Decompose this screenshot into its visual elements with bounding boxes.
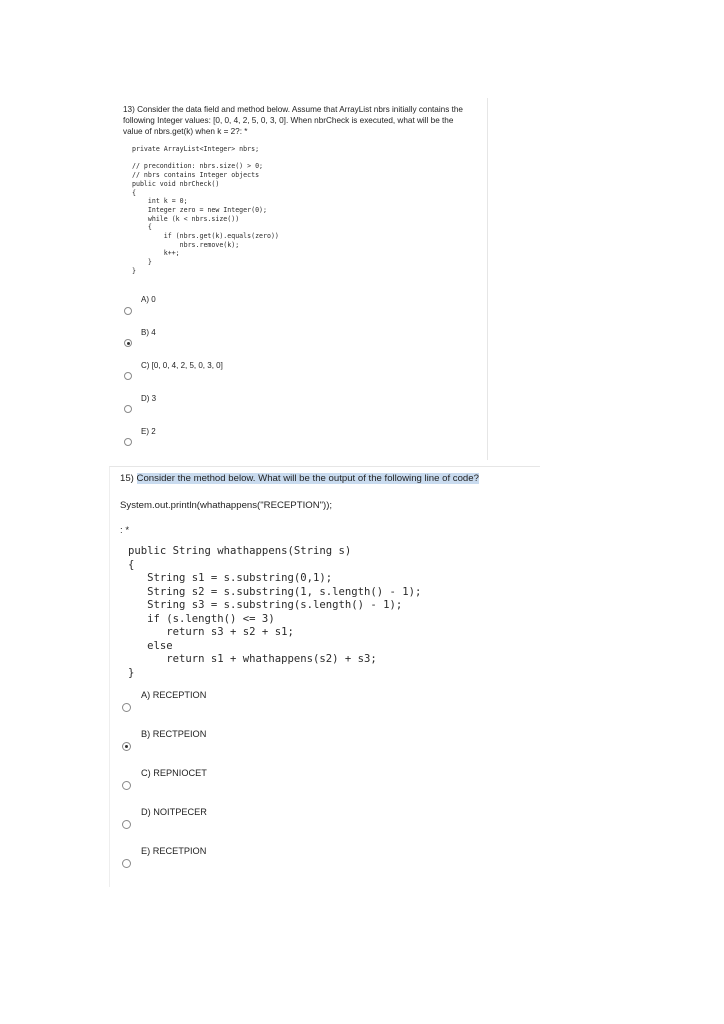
question-15-number: 15)	[120, 473, 137, 484]
question-15-code-line: System.out.println(whathappens("RECEPTION"));	[120, 500, 333, 511]
q15-option-c-label: C) REPNIOCET	[141, 768, 207, 778]
q13-option-c-label: C) [0, 0, 4, 2, 5, 0, 3, 0]	[141, 361, 223, 370]
question-13-prompt-line-1: 13) Consider the data field and method below. Assume that ArrayList nbrs initially contains the	[123, 105, 463, 114]
q13-option-b-radio[interactable]	[124, 339, 132, 347]
question-15-code: public String whathappens(String s) { String s1 = s.substring(0,1); String s2 = s.substring(1, s.length() - 1); String s3 = s.substring(s.length() - 1); if (s.length() <= 3) return s3 + s2 + s1; else return s1 + whathappens(s2) + s3; }	[128, 545, 422, 679]
question-13-prompt-line-3: value of nbrs.get(k) when k = 2?: *	[123, 127, 248, 136]
question-15-prompt	[120, 473, 479, 484]
question-13-card	[110, 98, 488, 460]
q13-option-a-label: A) 0	[141, 295, 156, 304]
q13-option-d-label: D) 3	[141, 394, 157, 403]
q15-option-b-label: B) RECTPEION	[141, 729, 207, 739]
q15-option-a-radio[interactable]	[122, 703, 131, 712]
q15-option-d-label: D) NOITPECER	[141, 807, 207, 817]
q15-option-e-radio[interactable]	[122, 859, 131, 868]
q15-option-c-radio[interactable]	[122, 781, 131, 790]
question-13-prompt	[123, 104, 483, 137]
q15-option-e-label: E) RECETPION	[141, 846, 207, 856]
question-15-required-mark: : *	[120, 525, 130, 536]
q13-option-e-label: E) 2	[141, 427, 156, 436]
q13-option-c-radio[interactable]	[124, 372, 132, 380]
question-13-prompt-line-2: following Integer values: [0, 0, 4, 2, 5, 0, 3, 0]. When nbrCheck is executed, what will be the	[123, 116, 454, 125]
q13-option-a-radio[interactable]	[124, 307, 132, 315]
q15-option-b-radio[interactable]	[122, 742, 131, 751]
q15-option-d-radio[interactable]	[122, 820, 131, 829]
question-13-code: private ArrayList<Integer> nbrs; // precondition: nbrs.size() > 0; // nbrs contains Integer objects public void nbrCheck() { int k = 0; Integer zero = new Integer(0); while (k < nbrs.size()) { if (nbrs.get(k).equals(zero)) nbrs.remove(k); k++; } }	[132, 145, 279, 275]
q13-option-e-radio[interactable]	[124, 438, 132, 446]
q13-option-d-radio[interactable]	[124, 405, 132, 413]
q13-option-b-label: B) 4	[141, 328, 156, 337]
question-15-card	[109, 466, 540, 887]
q15-option-a-label: A) RECEPTION	[141, 690, 207, 700]
question-15-prompt-highlight: Consider the method below. What will be the output of the following line of code?	[136, 473, 479, 484]
